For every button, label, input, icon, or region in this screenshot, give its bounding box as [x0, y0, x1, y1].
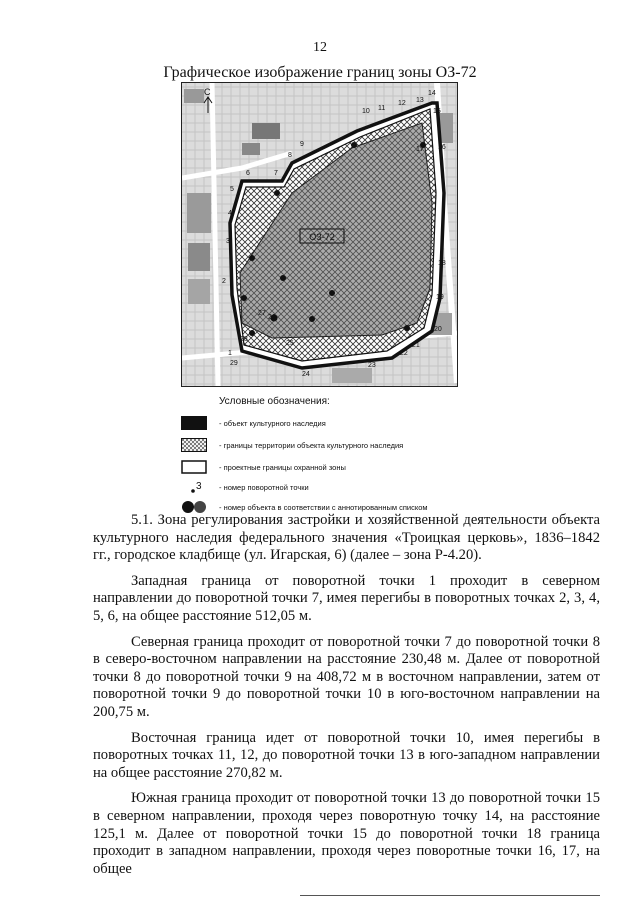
legend-item-heritage-object: [181, 416, 511, 432]
paragraph: Восточная граница идет от поворотной точки 10, имея перегибы в поворотных точках 11, 12, до поворотной точки 13 в юго-западном направлении на общее расстояние 270,82 м.: [93, 729, 600, 781]
point-label: 6: [246, 170, 250, 177]
body-text: [93, 512, 600, 886]
point-label: 3: [226, 238, 230, 245]
legend-label: - границы территории объекта культурного наследия: [219, 441, 404, 450]
point-label: 8: [288, 152, 292, 159]
paragraph: Северная граница проходит от поворотной точки 7 до поворотной точки 8 в северо-восточном направлении на расстояние 230,48 м. Далее от поворотной точки 8 до поворотной точки 9 на 408,72 м в восточном направлении, затем от поворотной точки 9 до поворотной точки 10 в юго-восточном направлении на 200,75 м.: [93, 633, 600, 720]
legend-title: Условные обозначения:: [219, 396, 330, 407]
paragraph: 5.1. Зона регулирования застройки и хозяйственной деятельности объекта культурного наследия федерального значения «Троицкая церковь», 1836–1842 гг., городское кладбище (ул. Игарская, 6) (далее – зона Р-4.20).: [93, 512, 600, 564]
object-marker: [351, 142, 357, 148]
building: [188, 243, 210, 271]
svg-text:3: 3: [196, 481, 202, 492]
point-label: 2: [222, 278, 226, 285]
point-label: 17: [416, 146, 424, 153]
point-label: 14: [428, 90, 436, 97]
point-label: 16: [438, 144, 446, 151]
black-fill-icon: [181, 416, 207, 430]
building: [184, 89, 204, 103]
point-label: 11: [378, 105, 386, 112]
legend-item-zone-boundary: [181, 460, 511, 476]
paragraph: Южная граница проходит от поворотной точки 13 до поворотной точки 15 в северном направлении, проходя через поворотную точку 14, на расстояние 125,1 м. Далее от поворотной точки 15 до поворотной точки 18 граница проходит в западном направлении, проходя через поворотные точки 16, 17, на общее: [93, 790, 600, 877]
crosshatch-icon: [181, 438, 207, 452]
point-label: 21: [412, 342, 420, 349]
footer-rule: [300, 895, 600, 896]
point-label: 29: [230, 360, 238, 367]
north-label: С: [204, 87, 211, 97]
building: [242, 143, 260, 155]
point-label: 7: [274, 170, 278, 177]
object-marker: [241, 295, 247, 301]
legend-label: - проектные границы охранной зоны: [219, 463, 346, 472]
zone-label: ОЗ-72: [309, 232, 335, 242]
outline-rect-icon: [181, 460, 207, 474]
point-label: 28: [240, 336, 248, 343]
point-label: 4: [228, 210, 232, 217]
paragraph: Западная граница от поворотной точки 1 проходит в северном направлении до поворотной точки 7, имея перегибы в поворотных точках 2, 3, 4, 5, 6, на общее расстояние 512,05 м.: [93, 572, 600, 624]
legend-label: - номер поворотной точки: [219, 483, 309, 492]
object-marker: [249, 330, 255, 336]
point-label: 9: [300, 141, 304, 148]
point-label: 25: [286, 340, 294, 347]
object-marker: [309, 316, 315, 322]
point-label: 13: [416, 97, 424, 104]
object-marker: [274, 190, 280, 196]
building: [187, 193, 211, 233]
page-number: 12: [313, 40, 327, 55]
building: [332, 368, 372, 383]
point-label: 5: [230, 186, 234, 193]
point-label: 20: [434, 326, 442, 333]
zone-map: [181, 82, 458, 387]
building: [188, 279, 210, 304]
object-marker: [329, 290, 335, 296]
point-label: 10: [362, 108, 370, 115]
point-number-icon: [181, 480, 207, 494]
point-label: 26: [268, 314, 276, 321]
object-marker: [280, 275, 286, 281]
legend-item-point-number: [181, 480, 511, 496]
point-label: 22: [400, 350, 408, 357]
legend-item-territory: [181, 438, 511, 454]
object-marker: [404, 325, 410, 331]
point-label: 24: [302, 371, 310, 378]
legend-label: - номер объекта в соответствии с аннотированным списком: [219, 503, 428, 512]
point-label: 12: [398, 100, 406, 107]
point-label: 23: [368, 362, 376, 369]
map-title: Графическое изображение границ зоны ОЗ-72: [163, 64, 477, 81]
building: [252, 123, 280, 139]
point-label: 27: [258, 310, 266, 317]
point-label: 1: [228, 350, 232, 357]
point-label: 19: [436, 294, 444, 301]
point-label: 15: [433, 108, 441, 115]
object-marker: [249, 255, 255, 261]
legend-label: - объект культурного наследия: [219, 419, 326, 428]
point-label: 18: [438, 260, 446, 267]
